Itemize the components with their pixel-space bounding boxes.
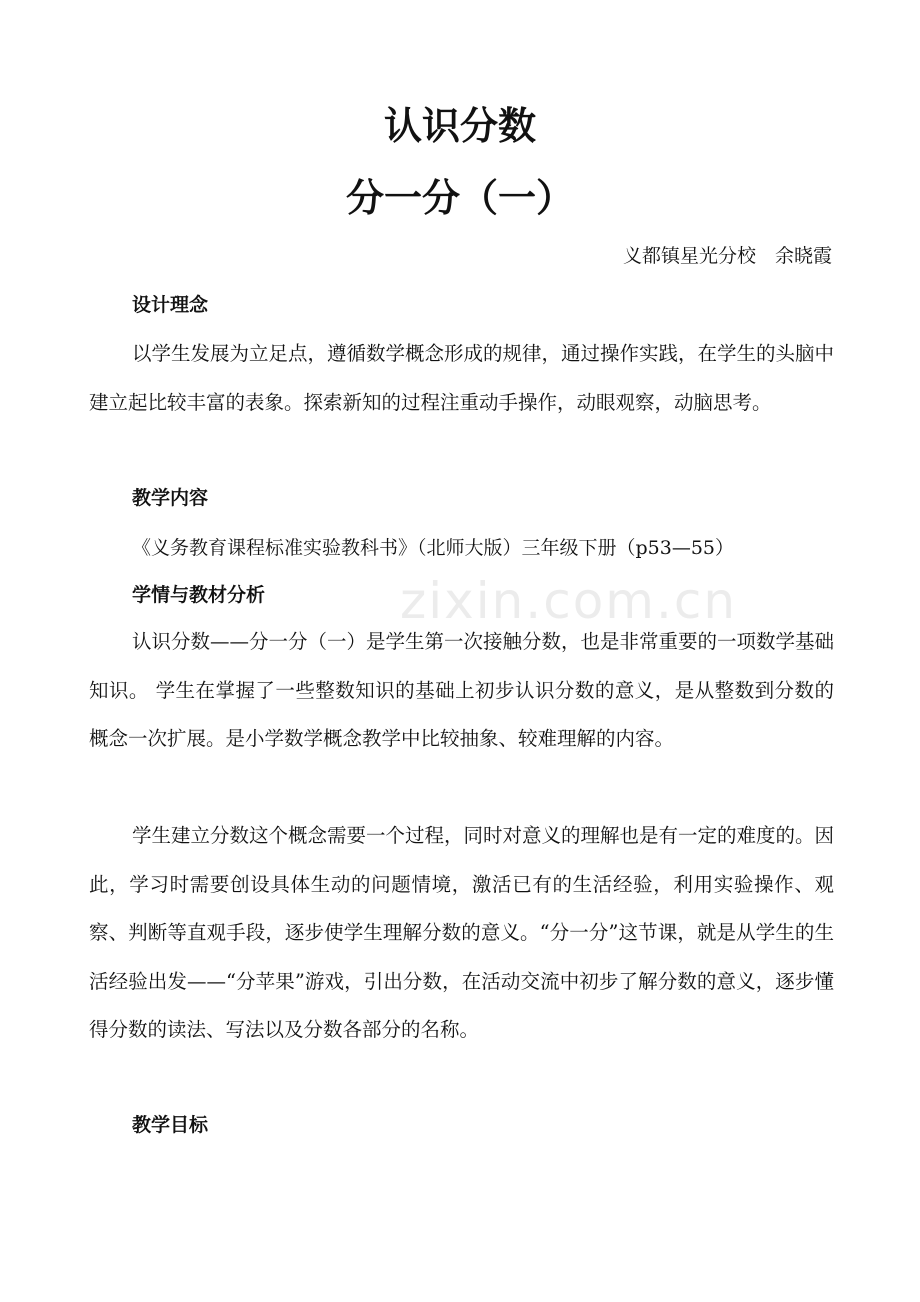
author-line: 义都镇星光分校 余晓霞 [622, 245, 832, 267]
paragraph-analysis-1: 认识分数——分一分（一）是学生第一次接触分数，也是非常重要的一项数学基础知识。 学生在掌握了一些整数知识的基础上初步认识分数的意义，是从整数到分数的概念一次扩展。是小学数学概念教学中比较抽象、较难理解的内容。 [89, 630, 835, 750]
heading-teaching-content: 教学内容 [132, 487, 209, 509]
page-title: 认识分数 [383, 104, 536, 148]
paragraph-design-concept: 以学生发展为立足点，遵循数学概念形成的规律，通过操作实践，在学生的头脑中建立起比较丰富的表象。探索新知的过程注重动手操作，动眼观察，动脑思考。 [89, 342, 835, 414]
heading-teaching-goals: 教学目标 [132, 1114, 209, 1136]
paragraph-analysis-2: 学生建立分数这个概念需要一个过程，同时对意义的理解也是有一定的难度的。因此，学习时需要创设具体生动的问题情境，激活已有的生活经验，利用实验操作、观察、判断等直观手段，逐步使学生理解分数的意义。“分一分”这节课，就是从学生的生活经验出发——“分苹果”游戏，引出分数，在活动交流中初步了解分数的意义，逐步懂得分数的读法、写法以及分数各部分的名称。 [89, 824, 835, 1041]
page-subtitle: 分一分（一） [345, 176, 574, 220]
watermark: zixin.com.cn [400, 572, 738, 630]
heading-design-concept: 设计理念 [132, 294, 209, 316]
heading-analysis: 学情与教材分析 [132, 584, 266, 606]
paragraph-teaching-content: 《义务教育课程标准实验教科书》（北师大版）三年级下册（p53—55） [132, 537, 735, 559]
